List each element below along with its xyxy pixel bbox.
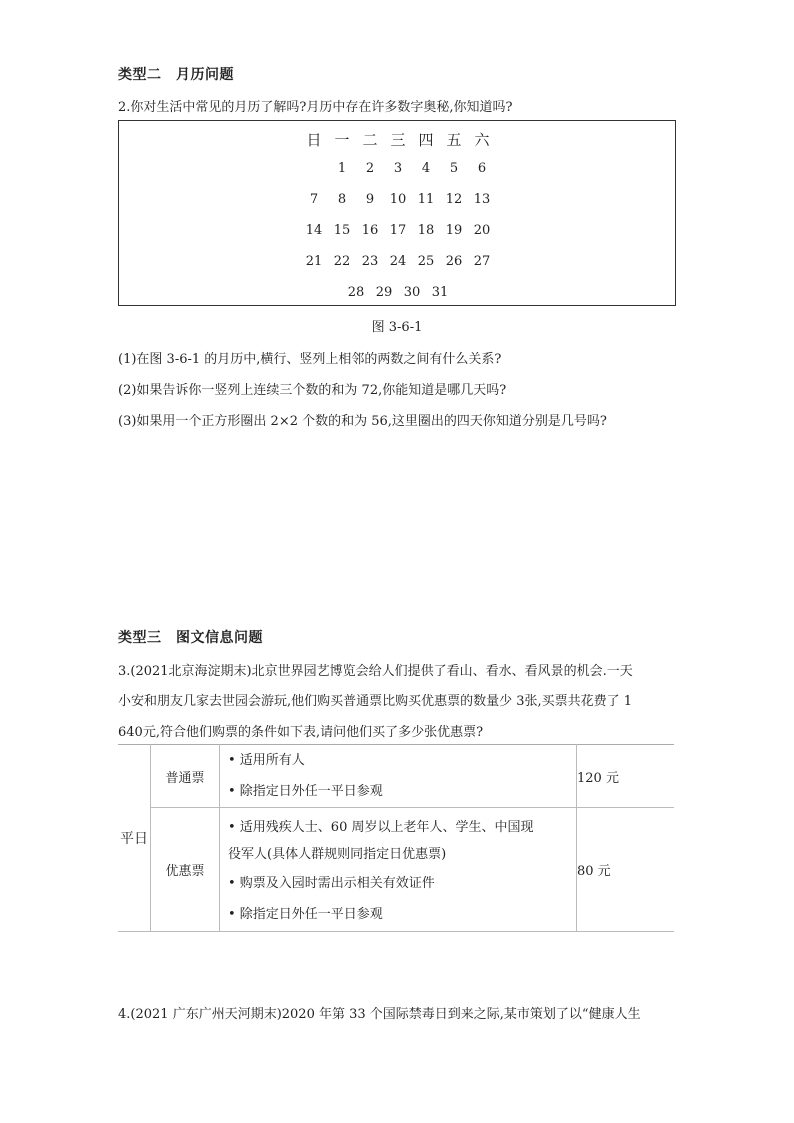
rule-line: • 适用残疾人士、60 周岁以上老年人、学生、中国现 [228,819,534,835]
question-2-text: 2.你对生活中常见的月历了解吗?月历中存在许多数字奥秘,你知道吗? [118,100,513,115]
calendar-day: 29 [375,285,393,300]
calendar-day: 9 [365,192,375,207]
weekday-label: 二 [362,131,378,149]
calendar-day: 30 [403,285,421,300]
calendar-day: 1 [337,161,347,176]
ticket-type-cell: 普通票 [151,745,220,808]
rule-line: 役军人(具体人群规则同指定日优惠票) [228,846,447,862]
calendar-week-row [119,223,675,245]
calendar-day: 26 [445,254,463,269]
calendar-figure [118,120,676,306]
calendar-weekday-row [119,129,675,151]
calendar-day: 24 [389,254,407,269]
calendar-week-row [119,161,675,183]
calendar-week-row [119,192,675,214]
calendar-week-row [119,254,675,276]
calendar-day: 8 [337,192,347,207]
calendar-day: 5 [449,161,459,176]
calendar-day: 31 [431,285,449,300]
calendar-day: 19 [445,223,463,238]
figure-caption: 图 3-6-1 [371,320,423,335]
calendar-day: 17 [389,223,407,238]
calendar-day: 7 [309,192,319,207]
weekday-label: 六 [474,131,490,149]
period-cell: 平日 [118,745,151,932]
calendar-day: 28 [347,285,365,300]
table-row [118,745,674,808]
rule-line: • 购票及入园时需出示相关有效证件 [228,875,435,891]
ticket-table [118,744,674,932]
calendar-day: 27 [473,254,491,269]
weekday-label: 一 [334,131,350,149]
calendar-day: 4 [421,161,431,176]
weekday-label: 日 [306,131,322,149]
sub-question-3: (3)如果用一个正方形圈出 2×2 个数的和为 56,这里圈出的四天你知道分别是几号吗? [118,414,607,429]
ticket-rules-cell [220,808,577,932]
question-4-line-1: 4.(2021 广东广州天河期末)2020 年第 33 个国际禁毒日到来之际,某市策划了以“健康人生 [118,1007,641,1022]
calendar-week-row [119,285,675,307]
question-3-line-3: 640元,符合他们购票的条件如下表,请问他们买了多少张优惠票? [118,725,484,740]
ticket-type-cell: 优惠票 [151,808,220,932]
rule-line: • 除指定日外任一平日参观 [228,906,383,922]
weekday-label: 五 [446,131,462,149]
calendar-day: 10 [389,192,407,207]
calendar-day: 22 [333,254,351,269]
section-heading-graphic-info: 类型三 图文信息问题 [118,630,263,646]
calendar-day: 20 [473,223,491,238]
calendar-day: 6 [477,161,487,176]
calendar-day: 21 [305,254,323,269]
calendar-day: 23 [361,254,379,269]
calendar-day: 18 [417,223,435,238]
question-3-line-2: 小安和朋友几家去世园会游玩,他们购买普通票比购买优惠票的数量少 3张,买票共花费了 1 [118,694,633,709]
ticket-price-cell: 120 元 [577,745,675,808]
sub-question-1: (1)在图 3-6-1 的月历中,横行、竖列上相邻的两数之间有什么关系? [118,352,502,367]
ticket-rules-cell [220,745,577,808]
ticket-price-cell: 80 元 [577,808,675,932]
question-3-line-1: 3.(2021北京海淀期末)北京世界园艺博览会给人们提供了看山、看水、看风景的机会.一天 [118,664,633,679]
rule-line: • 适用所有人 [228,753,305,768]
calendar-day: 3 [393,161,403,176]
calendar-day: 16 [361,223,379,238]
weekday-label: 四 [418,131,434,149]
calendar-day: 15 [333,223,351,238]
calendar-day: 14 [305,223,323,238]
calendar-day: 11 [417,192,435,207]
rule-line: • 除指定日外任一平日参观 [228,784,383,799]
table-row [118,808,674,932]
sub-question-2: (2)如果告诉你一竖列上连续三个数的和为 72,你能知道是哪几天吗? [118,383,507,398]
calendar-day: 13 [473,192,491,207]
section-heading-calendar: 类型二 月历问题 [118,67,234,83]
calendar-day: 12 [445,192,463,207]
calendar-day: 2 [365,161,375,176]
weekday-label: 三 [390,131,406,149]
calendar-day: 25 [417,254,435,269]
